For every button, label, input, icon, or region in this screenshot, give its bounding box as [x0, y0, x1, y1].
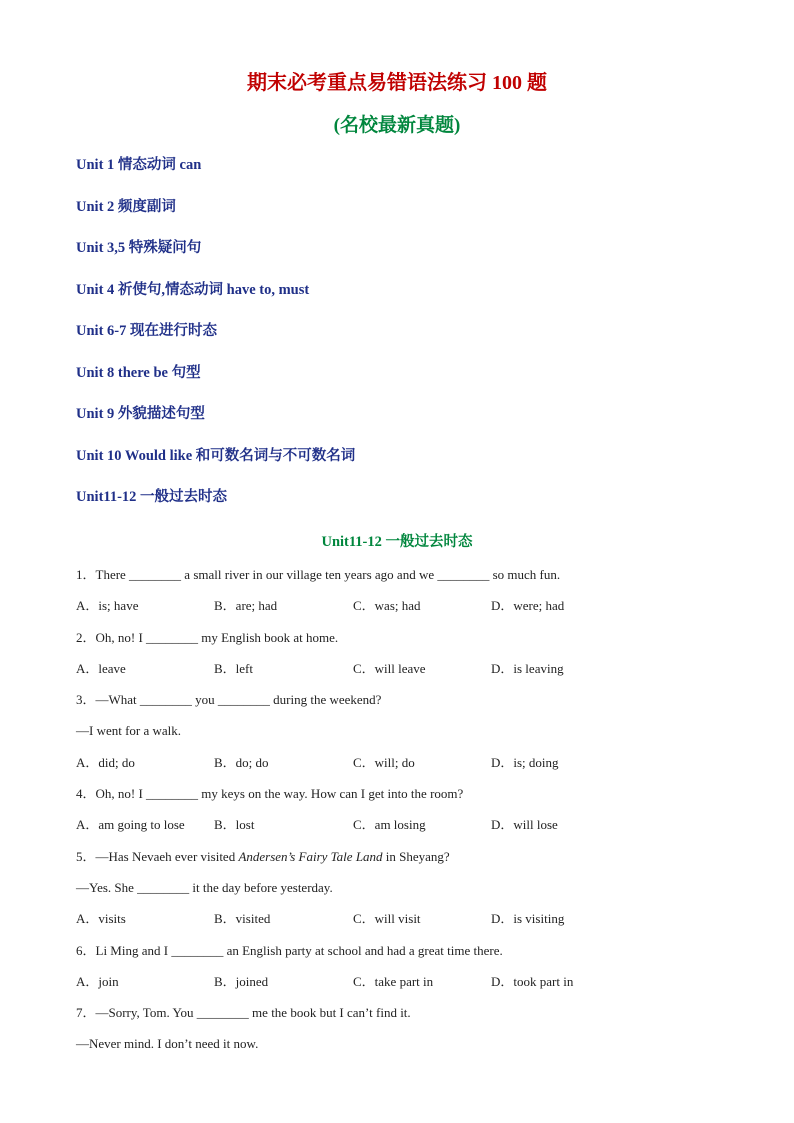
- question-stem: 1．There ________ a small river in our village ten years ago and we ________ so much fun.: [76, 567, 561, 582]
- option-b: B．left: [214, 660, 253, 676]
- question-stem: 6．Li Ming and I ________ an English party at school and had a great time there.: [76, 942, 503, 958]
- option-a: A．join: [76, 973, 119, 989]
- stem-text: 5．—Has Nevaeh ever visited: [76, 848, 239, 864]
- answer-options: [76, 753, 716, 784]
- option-a: A．leave: [76, 660, 126, 676]
- answer-options: [76, 815, 716, 846]
- toc-item: Unit 3,5 特殊疑问句: [76, 240, 202, 256]
- option-b: B．lost: [214, 817, 255, 833]
- table-of-contents: [76, 155, 355, 529]
- option-b: B．do; do: [214, 754, 269, 770]
- option-a: A．am going to lose: [76, 817, 185, 833]
- option-d: D．is; doing: [491, 754, 559, 770]
- page-title: 期末必考重点易错语法练习 100 题: [247, 72, 547, 94]
- question-list: [76, 565, 716, 1066]
- option-d: D．took part in: [491, 973, 574, 989]
- option-c: C．take part in: [353, 973, 434, 989]
- toc-item: Unit 10 Would like 和可数名词与不可数名词: [76, 447, 356, 464]
- option-b: B．joined: [214, 973, 269, 989]
- question-stem: 2．Oh, no! I ________ my English book at home.: [76, 629, 339, 645]
- option-c: C．will leave: [353, 660, 426, 676]
- option-c: C．was; had: [353, 598, 421, 614]
- answer-options: [76, 909, 716, 940]
- toc-item: Unit 1 情态动词 can: [76, 157, 202, 173]
- question-stem: 7．—Sorry, Tom. You ________ me the book but I can’t find it.: [76, 1005, 411, 1021]
- answer-options: [76, 659, 716, 690]
- option-d: D．is leaving: [491, 660, 564, 676]
- option-a: A．is; have: [76, 598, 139, 614]
- toc-item: Unit11-12 一般过去时态: [76, 489, 228, 505]
- stem-italic-title: Andersen’s Fairy Tale Land: [238, 848, 383, 864]
- toc-item: Unit 8 there be 句型: [76, 364, 201, 381]
- option-a: A．visits: [76, 911, 126, 927]
- toc-item: Unit 9 外貌描述句型: [76, 406, 205, 422]
- section-heading: Unit11-12 一般过去时态: [321, 534, 473, 550]
- option-b: B．visited: [214, 911, 271, 927]
- dialogue-response: —Yes. She ________ it the day before yesterday.: [76, 879, 333, 895]
- question-stem: 4．Oh, no! I ________ my keys on the way. How can I get into the room?: [76, 786, 464, 802]
- toc-item: Unit 4 祈使句,情态动词 have to, must: [76, 281, 310, 298]
- dialogue-response: —I went for a walk.: [76, 723, 182, 739]
- option-b: B．are; had: [214, 598, 278, 614]
- question-stem: [76, 847, 716, 878]
- option-d: D．were; had: [491, 598, 565, 614]
- page-subtitle: (名校最新真题): [333, 115, 461, 136]
- answer-options: [76, 972, 716, 1003]
- option-c: C．will visit: [353, 911, 421, 927]
- option-c: C．will; do: [353, 754, 415, 770]
- option-d: D．is visiting: [491, 911, 565, 927]
- option-a: A．did; do: [76, 754, 135, 770]
- option-c: C．am losing: [353, 817, 426, 833]
- toc-item: Unit 2 频度副词: [76, 198, 176, 215]
- toc-item: Unit 6-7 现在进行时态: [76, 323, 217, 339]
- stem-text: in Sheyang?: [382, 848, 450, 864]
- question-stem: 3．—What ________ you ________ during the weekend?: [76, 692, 382, 708]
- answer-options: [76, 596, 716, 627]
- dialogue-response: —Never mind. I don’t need it now.: [76, 1036, 259, 1052]
- option-d: D．will lose: [491, 817, 558, 833]
